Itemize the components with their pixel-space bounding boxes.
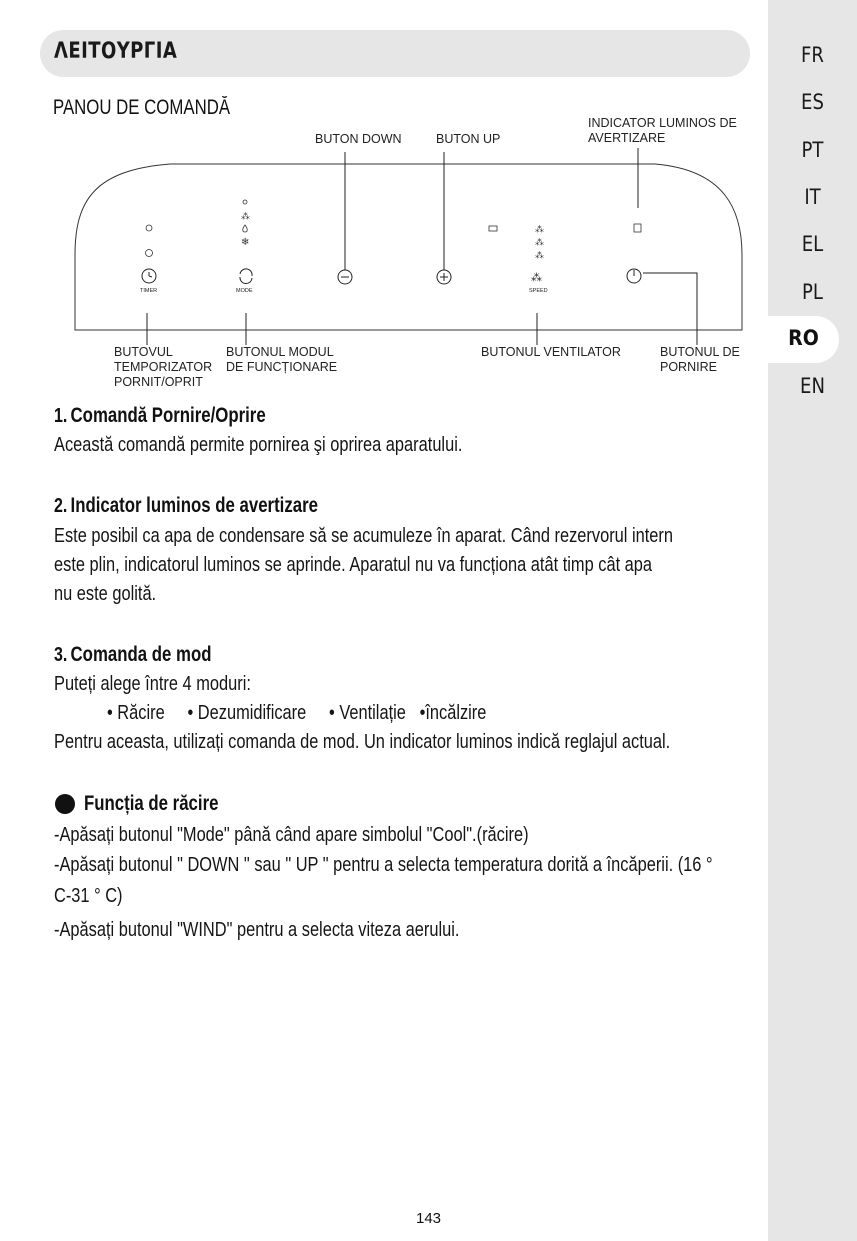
snowflake-icon: ❄ <box>241 237 250 248</box>
lang-tab-es[interactable]: ES <box>801 90 824 114</box>
label-power-line: PORNIRE <box>660 360 717 374</box>
label-down-button: BUTON DOWN <box>315 132 402 146</box>
label-timer-line: BUTOVUL <box>114 345 173 359</box>
label-timer-line: PORNIT/OPRIT <box>114 375 203 389</box>
control-panel-diagram <box>0 0 768 400</box>
label-timer-line: TEMPORIZATOR <box>114 360 213 374</box>
mode-item-fan: • Ventilație <box>329 701 406 724</box>
lang-tab-fr[interactable]: FR <box>801 43 824 67</box>
cooling-line: -Apăsați butonul "WIND" pentru a selecta viteza aerului. <box>54 918 460 941</box>
fan-mode-icon: ⁂ <box>241 211 250 221</box>
label-timer-button <box>114 345 212 390</box>
svg-text:⁂: ⁂ <box>531 272 542 284</box>
mode-button[interactable] <box>240 269 252 284</box>
timer-button[interactable] <box>142 269 156 283</box>
section-3-line: Pentru aceasta, utilizați comanda de mod. Un indicator luminos indică reglajul actual. <box>54 730 671 753</box>
section-3-heading <box>54 643 212 667</box>
label-mode-line: BUTONUL MODUL <box>226 345 334 359</box>
power-button[interactable] <box>627 269 641 283</box>
page-header-title: ΛΕΙΤΟΥΡΓΙΑ <box>54 39 178 64</box>
section-2-line: este plin, indicatorul luminos se aprinde. Aparatul nu va funcționa atât timp cât apa <box>54 553 653 576</box>
droplet-icon <box>243 225 248 232</box>
device-mode-label: MODE <box>236 288 253 294</box>
lang-tab-ro-active[interactable] <box>768 316 839 363</box>
timer-indicator-icon <box>146 225 152 231</box>
label-mode-button <box>226 345 337 375</box>
label-mode-line: DE FUNCȚIONARE <box>226 360 338 374</box>
lang-tab-it[interactable]: IT <box>804 185 821 209</box>
section-2-line: Este posibil ca apa de condensare să se acumuleze în aparat. Când rezervorul intern <box>54 524 674 547</box>
leader-power <box>643 273 697 345</box>
label-warning-line: INDICATOR LUMINOS DE <box>588 116 737 130</box>
label-up-button: BUTON UP <box>436 132 501 146</box>
label-warning-light <box>588 116 737 146</box>
timer-clock-indicator-icon <box>146 250 153 257</box>
device-timer-label: TIMER <box>140 288 158 294</box>
cooling-line: -Apăsați butonul " DOWN " sau " UP " pentru a selecta temperatura dorită a încăperii. (16 ° <box>54 853 713 876</box>
section-1-number: 1. <box>54 405 68 427</box>
heat-indicator-icon <box>489 226 497 231</box>
lang-tab-en[interactable]: EN <box>800 374 825 398</box>
device-outline <box>75 164 742 330</box>
label-power-line: BUTONUL DE <box>660 345 740 359</box>
label-fan-button: BUTONUL VENTILATOR <box>481 345 621 359</box>
mode-item-dehumidify: • Dezumidificare <box>187 701 307 724</box>
section-3-number: 3. <box>54 644 68 666</box>
cooling-line: -Apăsați butonul "Mode" până când apare simbolul "Cool".(răcire) <box>54 823 529 846</box>
speed-button[interactable] <box>531 272 542 284</box>
fan-low-icon: ⁂ <box>535 250 544 260</box>
warning-indicator-icon <box>634 224 641 232</box>
fan-mid-icon: ⁂ <box>535 237 544 247</box>
label-warning-line: AVERTIZARE <box>588 131 666 145</box>
sun-icon <box>243 200 247 204</box>
section-1-text: Această comandă permite pornirea şi oprirea aparatului. <box>54 433 463 456</box>
fan-high-icon: ⁂ <box>535 224 544 234</box>
device-speed-label: SPEED <box>529 288 548 294</box>
page-number: 143 <box>415 1210 442 1227</box>
section-3-line: Puteți alege între 4 moduri: <box>54 672 251 695</box>
section-1-heading <box>54 404 266 428</box>
bullet-icon <box>55 794 75 814</box>
panel-title: PANOU DE COMANDĂ <box>53 96 231 119</box>
mode-item-cooling: • Răcire <box>107 701 165 724</box>
section-2-line: nu este golită. <box>54 582 157 605</box>
section-2-number: 2. <box>54 495 68 517</box>
lang-tab-ro-label: RO <box>788 326 819 350</box>
section-3-title: Comanda de mod <box>70 643 212 666</box>
cooling-heading: Funcția de răcire <box>84 792 219 815</box>
mode-list <box>107 701 486 725</box>
down-button[interactable] <box>338 270 352 284</box>
up-button[interactable] <box>437 270 451 284</box>
section-2-heading <box>54 494 318 518</box>
lang-tab-el[interactable]: EL <box>801 232 824 256</box>
lang-tab-pt[interactable]: PT <box>801 138 824 162</box>
label-power-button <box>660 345 740 375</box>
section-1-title: Comandă Pornire/Oprire <box>70 404 266 427</box>
cooling-line: C-31 ° C) <box>54 884 123 907</box>
mode-item-heating: •încălzire <box>419 701 487 724</box>
lang-tab-pl[interactable]: PL <box>802 280 823 304</box>
section-2-title: Indicator luminos de avertizare <box>70 494 318 517</box>
language-sidebar <box>768 0 857 1241</box>
